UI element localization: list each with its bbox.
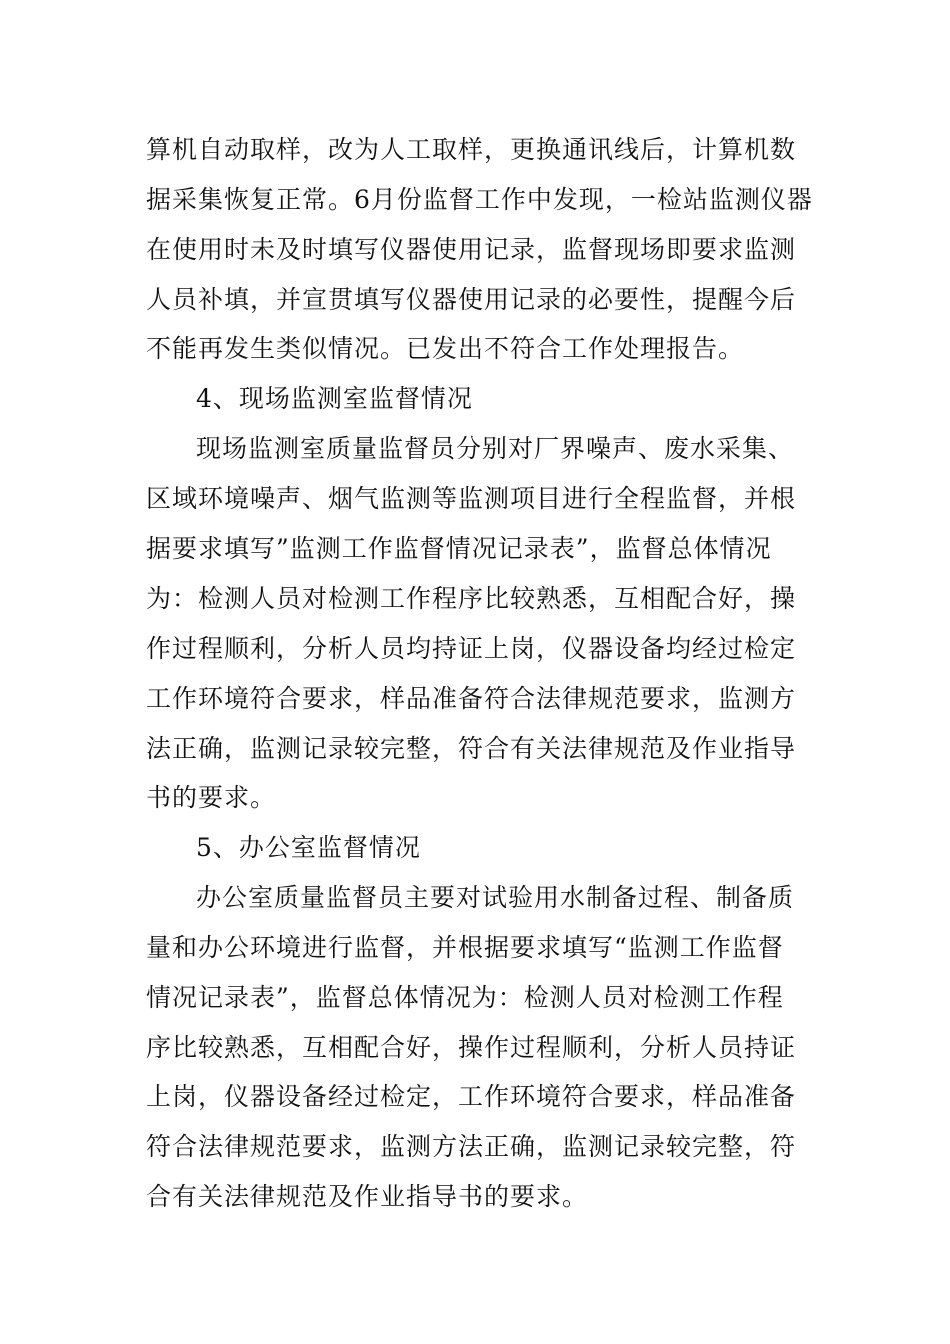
text-line: 法正确，监测记录较完整，符合有关法律规范及作业指导 — [146, 734, 797, 763]
text-line: 区域环境噪声、烟气监测等监测项目进行全程监督，并根 — [146, 484, 797, 513]
text-line: 工作环境符合要求，样品准备符合法律规范要求，监测方 — [146, 684, 797, 713]
text-line: 量和办公环境进行监督，并根据要求填写“监测工作监督 — [146, 933, 784, 962]
text-line: 情况记录表”，监督总体情况为：检测人员对检测工作程 — [146, 983, 784, 1012]
text-line: 序比较熟悉，互相配合好，操作过程顺利，分析人员持证 — [146, 1033, 797, 1062]
section-heading: 5、办公室监督情况 — [196, 833, 421, 862]
text-line: 在使用时未及时填写仪器使用记录，监督现场即要求监测 — [146, 235, 797, 264]
text-line: 算机自动取样，改为人工取样，更换通讯线后，计算机数 — [146, 135, 797, 164]
text-line: 办公室质量监督员主要对试验用水制备过程、制备质 — [196, 883, 795, 912]
text-line: 为：检测人员对检测工作程序比较熟悉，互相配合好，操 — [146, 584, 797, 613]
text-line: 不能再发生类似情况。已发出不符合工作处理报告。 — [146, 334, 745, 363]
text-line: 人员补填，并宣贯填写仪器使用记录的必要性，提醒今后 — [146, 285, 797, 314]
section-heading: 4、现场监测室监督情况 — [196, 384, 473, 413]
text-line: 据采集恢复正常。6月份监督工作中发现，一检站监测仪器 — [146, 185, 813, 214]
text-line: 书的要求。 — [146, 783, 277, 812]
text-line: 符合法律规范要求，监测方法正确，监测记录较完整，符 — [146, 1132, 797, 1161]
text-line: 作过程顺利，分析人员均持证上岗，仪器设备均经过检定 — [146, 634, 797, 663]
text-line: 现场监测室质量监督员分别对厂界噪声、废水采集、 — [196, 434, 795, 463]
text-line: 上岗，仪器设备经过检定，工作环境符合要求，样品准备 — [146, 1082, 797, 1111]
text-line: 据要求填写”监测工作监督情况记录表”，监督总体情况 — [146, 534, 772, 563]
text-line: 合有关法律规范及作业指导书的要求。 — [146, 1182, 589, 1211]
